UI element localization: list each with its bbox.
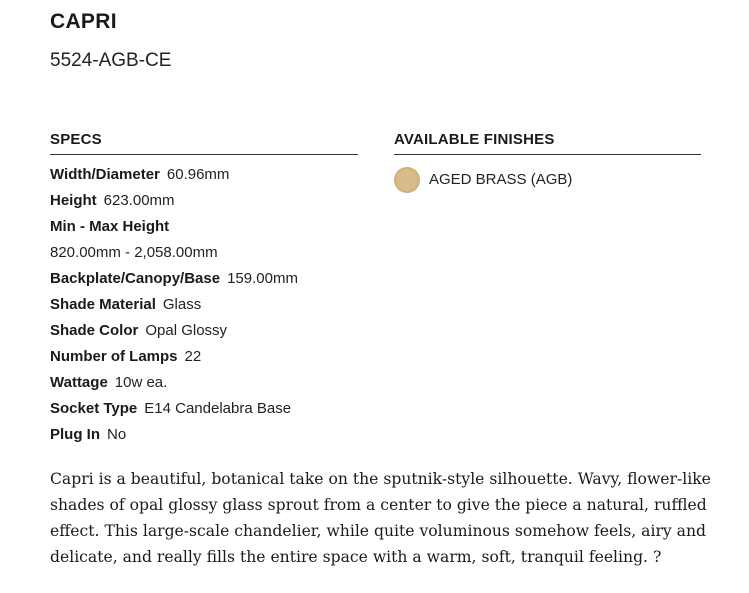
spec-value: No xyxy=(107,426,127,443)
product-sku: 5524-AGB-CE xyxy=(50,50,172,71)
finish-option-aged-brass[interactable] xyxy=(394,166,572,192)
product-description: Capri is a beautiful, botanical take on the sputnik-style silhouette. Wavy, flower-like shades of opal glossy glass sprout from a center to give the piece a natural, ruffled effect. This large-scale chandelier, while quite voluminous somehow feels, airy and delicate, and really fills the entire space with a warm, soft, tranquil feeling. ? xyxy=(50,470,711,566)
spec-row-min-max-height xyxy=(50,214,370,240)
spec-value: 159.00mm xyxy=(227,270,298,287)
spec-label: Plug In xyxy=(50,426,100,443)
spec-row-shade-material xyxy=(50,292,370,318)
spec-label: Min - Max Height xyxy=(50,218,170,235)
finish-swatch[interactable] xyxy=(394,167,420,193)
spec-value: 623.00mm xyxy=(103,192,175,209)
spec-label: Shade Material xyxy=(50,296,156,313)
spec-row-shade-color xyxy=(50,318,370,344)
spec-row-height xyxy=(50,188,370,214)
finish-label: AGED BRASS (AGB) xyxy=(429,170,573,188)
spec-label: Socket Type xyxy=(50,400,138,417)
spec-label: Number of Lamps xyxy=(50,348,178,365)
spec-value: 820.00mm - 2,058.00mm xyxy=(50,244,218,261)
specs-list xyxy=(50,162,370,448)
spec-row-number-of-lamps xyxy=(50,344,370,370)
spec-value: 22 xyxy=(184,348,202,365)
spec-row-width xyxy=(50,162,370,188)
spec-row-wattage xyxy=(50,370,370,396)
spec-value: E14 Candelabra Base xyxy=(144,400,292,417)
spec-value: Glass xyxy=(162,296,202,313)
spec-row-backplate xyxy=(50,266,370,292)
spec-row-plug-in xyxy=(50,422,370,448)
product-title: CAPRI xyxy=(50,10,117,33)
spec-value: 10w ea. xyxy=(114,374,168,391)
spec-row-socket-type xyxy=(50,396,370,422)
specs-heading: SPECS xyxy=(50,131,358,155)
spec-label: Wattage xyxy=(50,374,108,391)
spec-label: Width/Diameter xyxy=(50,166,160,183)
spec-label: Shade Color xyxy=(50,322,139,339)
finishes-heading: AVAILABLE FINISHES xyxy=(394,131,701,155)
spec-row-min-max-height-value xyxy=(50,240,370,266)
spec-value: Opal Glossy xyxy=(145,322,228,339)
spec-value: 60.96mm xyxy=(166,166,230,183)
spec-label: Backplate/Canopy/Base xyxy=(50,270,221,287)
spec-label: Height xyxy=(50,192,97,209)
